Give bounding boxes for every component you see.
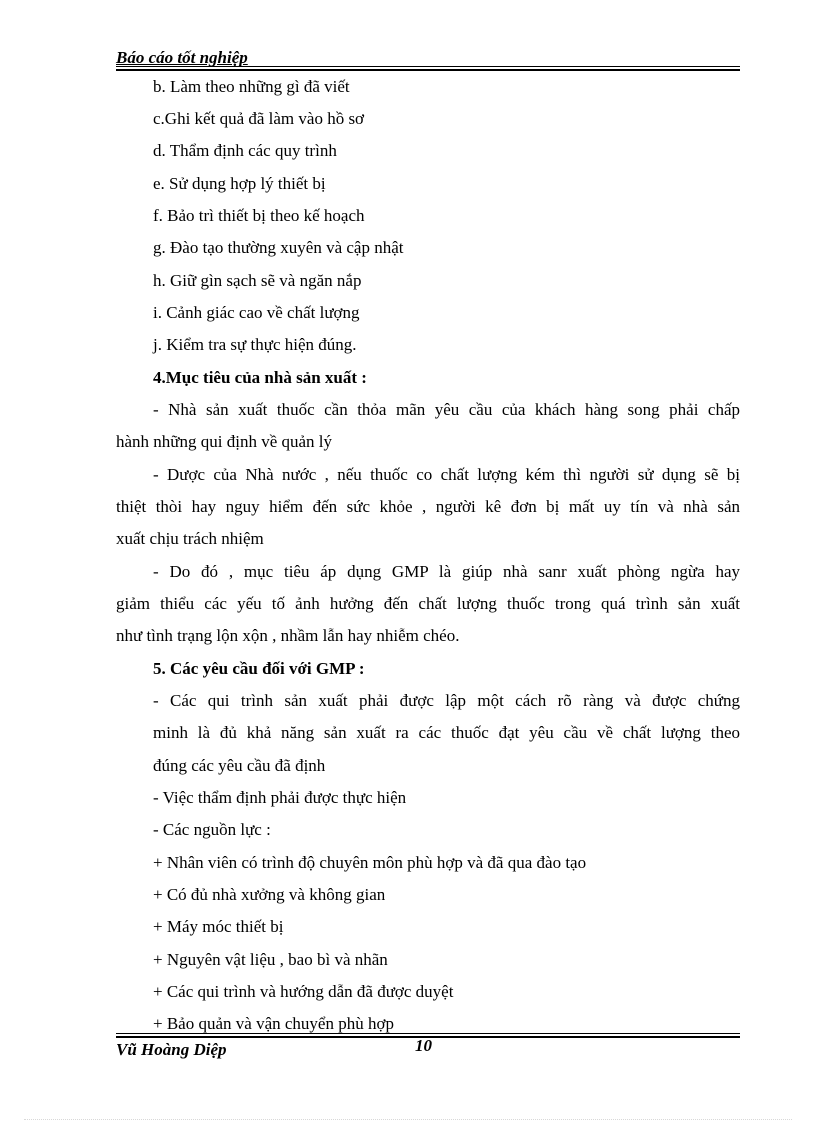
list-item: b. Làm theo những gì đã viết (153, 77, 350, 96)
list-item: f. Bảo trì thiết bị theo kế hoạch (153, 206, 365, 225)
resource-item: + Máy móc thiết bị (153, 917, 284, 936)
header-rule-thick (116, 69, 740, 71)
paragraph-line: như tình trạng lộn xộn , nhầm lẫn hay nhiễm chéo. (116, 626, 460, 645)
paragraph-line: - Do đó , mục tiêu áp dụng GMP là giúp nhà sanr xuất phòng ngừa hay (153, 562, 740, 581)
paragraph-line: minh là đủ khả năng sản xuất ra các thuốc đạt yêu cầu về chất lượng theo (153, 723, 740, 742)
section-heading: 5. Các yêu cầu đối với GMP : (153, 659, 365, 678)
resource-item: + Bảo quản và vận chuyển phù hợp (153, 1014, 394, 1033)
paragraph-line: - Nhà sản xuất thuốc cần thỏa mãn yêu cầu của khách hàng song phải chấp (153, 400, 740, 419)
list-item: d. Thẩm định các quy trình (153, 141, 337, 160)
header-title: Báo cáo tốt nghiệp (116, 48, 248, 67)
resource-item: + Nguyên vật liệu , bao bì và nhãn (153, 950, 388, 969)
list-item: j. Kiểm tra sự thực hiện đúng. (153, 335, 357, 354)
paragraph-line: - Các nguồn lực : (153, 820, 271, 839)
resource-item: + Nhân viên có trình độ chuyên môn phù hợp và đã qua đào tạo (153, 853, 587, 872)
footer-rule (116, 1033, 740, 1034)
list-item: g. Đào tạo thường xuyên và cập nhật (153, 238, 404, 257)
paragraph-line: - Dược của Nhà nước , nếu thuốc co chất lượng kém thì người sử dụng sẽ bị (153, 465, 740, 484)
header-rule (116, 66, 740, 67)
list-item: i. Cảnh giác cao về chất lượng (153, 303, 360, 322)
footer-author: Vũ Hoàng Diệp (116, 1040, 227, 1059)
resource-item: + Các qui trình và hướng dẫn đã được duyệt (153, 982, 454, 1001)
section-heading: 4.Mục tiêu của nhà sản xuất : (153, 368, 367, 387)
paragraph-line: thiệt thòi hay nguy hiểm đến sức khỏe , người kê đơn bị mất uy tín và nhà sản (116, 497, 740, 516)
resource-item: + Có đủ nhà xưởng và không gian (153, 885, 386, 904)
paragraph-line: hành những qui định về quản lý (116, 432, 333, 451)
paragraph-line: giảm thiểu các yếu tố ảnh hưởng đến chất lượng thuốc trong quá trình sản xuất (116, 594, 740, 613)
list-item: c.Ghi kết quả đã làm vào hồ sơ (153, 109, 365, 128)
list-item: e. Sử dụng hợp lý thiết bị (153, 174, 326, 193)
page-number: 10 (415, 1036, 432, 1055)
paragraph-line: xuất chịu trách nhiệm (116, 529, 264, 548)
page-edge-divider (24, 1119, 792, 1120)
paragraph-line: đúng các yêu cầu đã định (153, 756, 326, 775)
list-item: h. Giữ gìn sạch sẽ và ngăn nắp (153, 271, 362, 290)
paragraph-line: - Việc thẩm định phải được thực hiện (153, 788, 407, 807)
paragraph-line: - Các qui trình sản xuất phải được lập một cách rõ ràng và được chứng (153, 691, 740, 710)
